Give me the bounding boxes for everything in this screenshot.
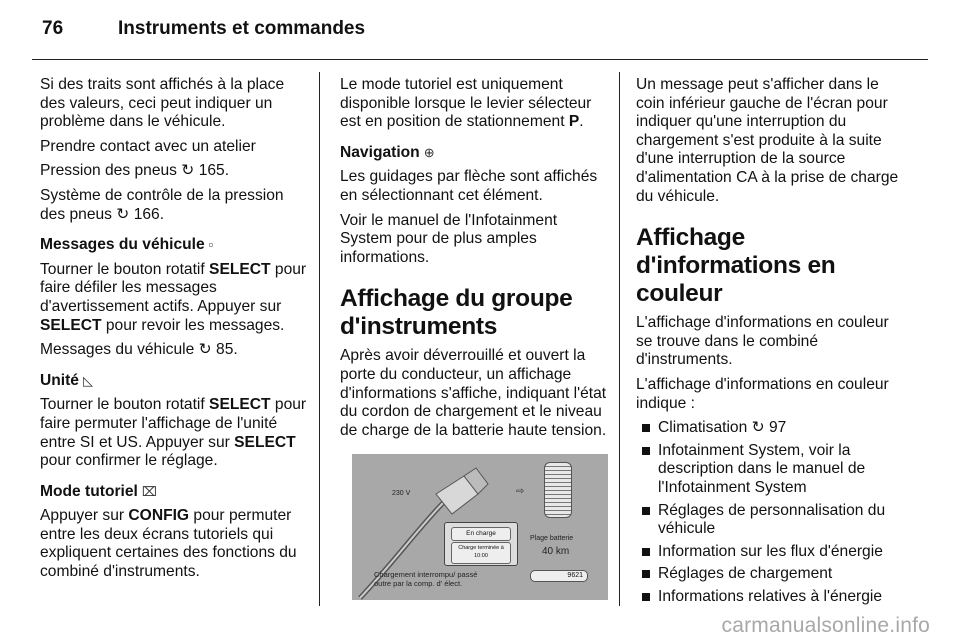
paragraph: Pression des pneus ↻ 165. [40, 162, 230, 180]
paragraph: Un message peut s'afficher dans le coin inférieur gauche de l'écran pour indiquer qu'une interruption du chargement s'est produite à la suite d'une interruption de la source d'alimentation CA à la prise de charge du véhicule. [636, 76, 899, 205]
paragraph: Le mode tutoriel est uniquement disponible lorsque le levier sélecteur est en position de stationnement P. [340, 76, 592, 131]
feature-list [636, 419, 904, 606]
subheading-unit: Unité ◺ [40, 371, 93, 389]
paragraph: Les guidages par flèche sont affichés en sélectionnant cet élément. [340, 168, 598, 204]
flow-arrows-icon: ⇨ [516, 486, 525, 498]
paragraph: Tourner le bouton rotatif SELECT pour faire défiler les messages d'avertissement actifs. Appuyer sur SELECT pour revoir les messages. [40, 260, 307, 334]
charging-button: En charge [451, 527, 511, 541]
paragraph: L'affichage d'informations en couleur se trouve dans le combiné d'instruments. [636, 314, 889, 369]
list-item: Information sur les flux d'énergie [636, 543, 904, 562]
instrument-display-figure [352, 454, 608, 600]
subheading-navigation: Navigation ⊕ [340, 143, 435, 161]
section-heading: Affichage du groupe d'instruments [340, 285, 573, 341]
column-divider-2 [619, 72, 620, 606]
voltage-label: 230 V [392, 490, 411, 498]
paragraph: Après avoir déverrouillé et ouvert la porte du conducteur, un affichage d'informations s'affiche, indiquant l'état du cordon de chargement et le niveau de charge de la batterie haute tension. [340, 347, 607, 439]
odometer: 9621 [530, 570, 588, 582]
unit-icon: ◺ [82, 372, 93, 388]
page-title: Instruments et commandes [118, 18, 366, 39]
paragraph: Système de contrôle de la pression des pneus ↻ 166. [40, 186, 284, 223]
subheading-vehicle-messages: Messages du véhicule ▫ [40, 236, 214, 254]
watermark: carmanualsonline.info [721, 614, 930, 637]
page-header [42, 18, 365, 48]
charge-finished-button: Charge terminée à 10:00 [451, 542, 511, 564]
battery-coil-icon [544, 462, 572, 518]
navigation-icon: ⊕ [423, 144, 435, 160]
paragraph: L'affichage d'informations en couleur indique : [636, 375, 889, 412]
paragraph: Messages du véhicule ↻ 85. [40, 341, 238, 359]
paragraph: Si des traits sont affichés à la place des valeurs, ceci peut indiquer un problème dans le véhicule. [40, 76, 285, 131]
list-item: Informations relatives à l'énergie [636, 588, 904, 607]
battery-range-value: 40 km [542, 546, 570, 558]
interruption-message: Chargement interrompu/ passé outre par la comp. d' élect. [374, 570, 478, 589]
paragraph: Tourner le bouton rotatif SELECT pour faire permuter l'affichage de l'unité entre SI et US. Appuyer sur SELECT pour confirmer le réglage. [40, 396, 307, 470]
paragraph: Appuyer sur CONFIG pour permuter entre les deux écrans tutoriels qui expliquent certaines des fonctions du combiné d'instruments. [40, 507, 297, 581]
column-divider-1 [319, 72, 320, 606]
battery-range-label: Plage batterie [530, 535, 574, 543]
column-1 [40, 76, 308, 588]
page-number: 76 [42, 18, 64, 39]
list-item: Infotainment System, voir la description dans le manuel de l'Infotainment System [636, 442, 904, 498]
message-icon: ▫ [208, 237, 214, 253]
list-item: Réglages de personnalisation du véhicule [636, 502, 904, 539]
tutorial-icon: ⌧ [141, 483, 157, 499]
list-item: Réglages de chargement [636, 565, 904, 584]
header-rule [32, 59, 928, 60]
column-2 [340, 76, 608, 600]
charge-status-box [444, 522, 518, 566]
paragraph: Voir le manuel de l'Infotainment System pour de plus amples informations. [340, 211, 558, 266]
subheading-tutorial: Mode tutoriel ⌧ [40, 482, 157, 500]
column-3 [636, 76, 904, 610]
section-heading: Affichage d'informations en couleur [636, 224, 836, 308]
paragraph: Prendre contact avec un atelier [40, 137, 256, 155]
list-item: Climatisation ↻ 97 [636, 419, 904, 438]
